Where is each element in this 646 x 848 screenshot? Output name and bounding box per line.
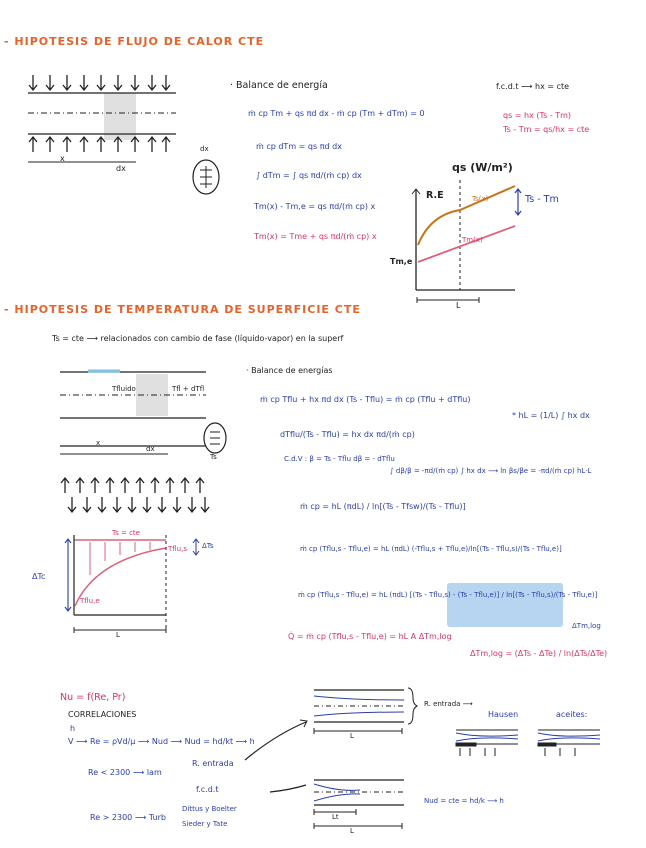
balance-title: · Balance de energía <box>230 80 328 91</box>
intro-s2: Ts = cte ⟶ relacionados con cambio de fase (líquido-vapor) en la superf <box>52 334 344 343</box>
eq5-s2: ṁ cp (Tflu,s - Tflu,e) = hL (πdL) (-Tflu,s + Tflu,e)/ln[(Ts - Tflu,s)/(Ts - Tflu,e)] <box>300 545 562 553</box>
eq3-s2: ∫ dβ/β = -πd/(ṁ cp) ∫ hx dx ⟶ ln βs/βe = -πd/(ṁ cp) hL·L <box>390 467 592 475</box>
heat-flux-arrows-top <box>29 75 170 90</box>
eq2-s2: dTflu/(Ts - Tflu) = hx dx πd/(ṁ cp) <box>280 430 415 439</box>
fcdt-s1: f.c.d.t ⟶ hx = cte <box>496 82 570 91</box>
eq4-s2: ṁ cp = hL (πdL) / ln[(Ts - Tfsw)/(Ts - Tflu)] <box>300 502 466 511</box>
section-title-temp-cte: - HIPOTESIS DE TEMPERATURA DE SUPERFICIE CTE <box>4 303 361 316</box>
x-label: x <box>60 154 65 163</box>
delta-ts-label: ΔTs <box>202 542 214 550</box>
eq2-s1: ṁ cp dTm = qs πd dx <box>256 142 342 151</box>
aceites-diagram <box>538 730 600 756</box>
arrows-down <box>68 497 209 512</box>
entry-region-diagram <box>314 688 417 734</box>
plot-tme-label: Tm,e <box>390 257 413 266</box>
dx-label-2: dx <box>146 445 155 453</box>
x-label-2: x <box>96 439 101 447</box>
dx-label: dx <box>116 164 126 173</box>
eq5-s1: Tm(x) = Tme + qs πd/(ṁ cp) x <box>254 232 377 241</box>
q-eq: Q̇ = ṁ cp (Tflu,s - Tflu,e) = hL A ΔTm,log <box>288 632 452 641</box>
plot-title: qs (W/m²) <box>452 161 513 174</box>
aceites-label: aceites: <box>556 710 588 719</box>
eq6-s2: ṁ cp (Tflu,s - Tflu,e) = hL (πdL) [(Ts - Tflu,s) - (Ts - Tflu,e)] / ln[(Ts - Tflu,s)/(Ts - Tflu,e)] <box>298 591 598 599</box>
chain-eq: V ⟶ Re = ρVd/μ ⟶ Nud ⟶ Nud = hd/kt ⟶ h <box>68 737 255 746</box>
cv-dx-label: dx <box>200 145 209 153</box>
L-label-3b: L <box>350 827 354 835</box>
tflu-s-label: Tflu,s <box>168 545 187 553</box>
nu-func: Nu = f(Re, Pr) <box>60 692 126 703</box>
tflu-e-label: Tflu,e <box>80 597 100 605</box>
r-entrada-2: R. entrada ⟶ <box>424 700 473 708</box>
cdv: C.d.V : β = Ts - Tflu dβ = - dTflu <box>284 455 395 463</box>
eq1-s2: ṁ cp Tflu + hx πd dx (Ts - Tflu) = ṁ cp (Tflu + dTflu) <box>260 395 471 404</box>
tfluid-s-label: Tfl + dTfl <box>172 385 205 393</box>
ts-cte-label: Ts = cte <box>112 529 140 537</box>
fcdt-diagram <box>314 780 404 829</box>
delta-tc-label: ΔTc <box>32 572 46 581</box>
plot-ts-label: Ts(x) <box>472 195 489 203</box>
lmtd-def: ΔTm,log = (ΔTs - ΔTe) / ln(ΔTs/ΔTe) <box>470 649 608 658</box>
tfluid-e-label: Tfluido <box>112 385 136 393</box>
arrows-up <box>61 478 204 493</box>
h-label: h <box>70 724 76 733</box>
hausen-label: Hausen <box>488 710 519 719</box>
L-label-3a: L <box>350 732 354 740</box>
plot-L-label: L <box>456 301 461 310</box>
eq1-s1: ṁ cp Tm + qs πd dx - ṁ cp (Tm + dTm) = 0 <box>248 109 425 118</box>
dittus-label: Dittus y Boelter <box>182 805 237 813</box>
eq3-s1: ∫ dTm = ∫ qs πd/(ṁ cp) dx <box>256 171 362 180</box>
qs-eq: qs = hx (Ts - Tm) <box>503 111 572 120</box>
control-volume <box>104 93 136 140</box>
fcdt-label-3: f.c.d.t <box>196 785 219 794</box>
plot-delta-label: Ts - Tm <box>525 194 559 205</box>
Lt-label: Lt <box>332 813 339 821</box>
heat-flux-arrows-bottom <box>29 137 170 152</box>
lmtd-highlight <box>447 583 563 627</box>
ts-tm-eq: Ts - Tm = qs/hx = cte <box>503 125 590 134</box>
hausen-diagram <box>456 730 518 756</box>
lam-label: Re < 2300 ⟶ lam <box>88 768 162 777</box>
lmtd-label: ΔTm,log <box>572 622 601 630</box>
correlaciones: CORRELACIONES <box>68 710 137 719</box>
turb-label: Re > 2300 ⟶ Turb <box>90 813 166 822</box>
rentrada-label: R. entrada <box>192 759 234 768</box>
L-label-2: L <box>116 631 120 639</box>
eq4-s1: Tm(x) - Tm,e = qs πd/(ṁ cp) x <box>254 202 376 211</box>
sieder-label: Sieder y Tate <box>182 820 228 828</box>
ts-small-label: Ts <box>210 453 217 461</box>
nud-cte: Nud = cte = hd/k ⟶ h <box>424 797 504 805</box>
plot-tm-label: Tm(x) <box>462 236 483 244</box>
section-title-flujo-cte: - HIPOTESIS DE FLUJO DE CALOR CTE <box>4 35 265 48</box>
hl-note: * hL = (1/L) ∫ hx dx <box>512 411 590 420</box>
balance-title-2: · Balance de energías <box>246 366 333 375</box>
plot-re-label: R.E <box>426 190 444 201</box>
